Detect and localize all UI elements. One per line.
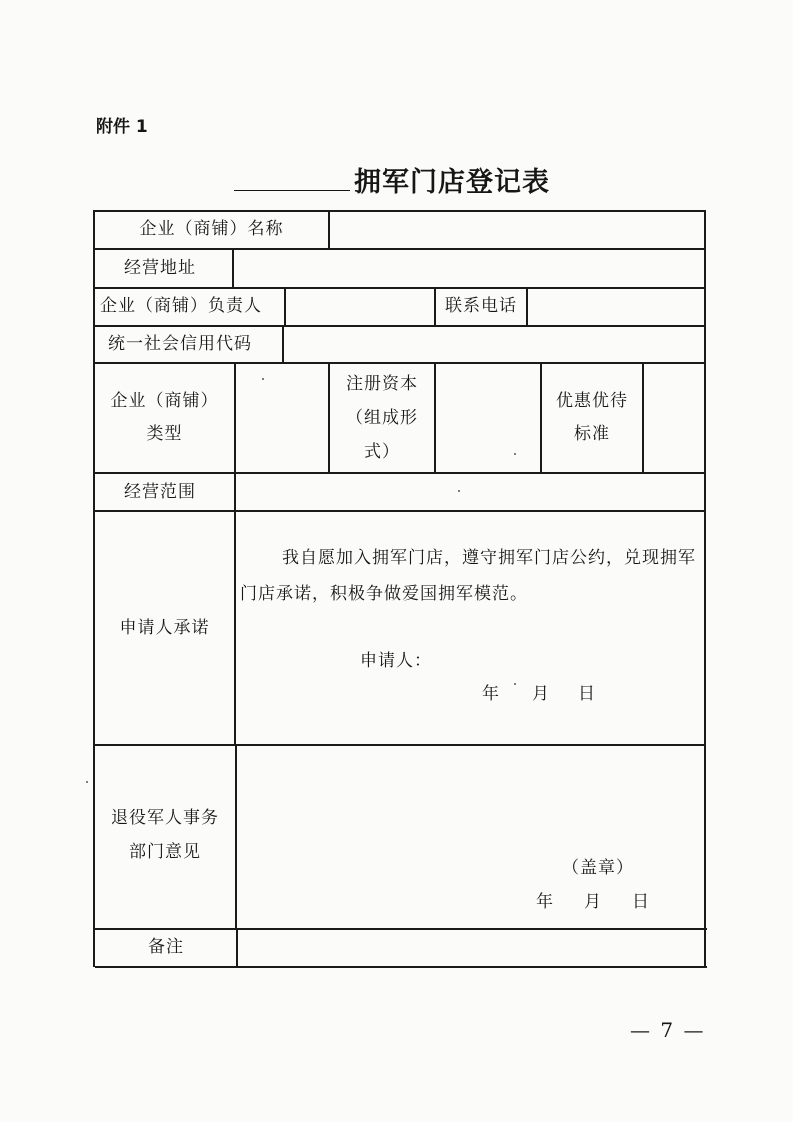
remarks-field[interactable] xyxy=(238,930,704,966)
scan-speck xyxy=(514,453,516,455)
company-name-field[interactable] xyxy=(330,212,704,248)
dept-opinion-label-2: 部门意见 xyxy=(129,842,201,862)
row-divider xyxy=(93,362,705,364)
date-year-label: 年 xyxy=(482,684,500,704)
capital-field[interactable] xyxy=(436,364,540,472)
discount-label-1: 优惠优待 xyxy=(556,391,628,411)
scan-speck xyxy=(262,378,264,380)
owner-label: 企业（商铺）负责人 xyxy=(100,296,262,316)
date-day-label: 日 xyxy=(578,684,596,704)
credit-code-label: 统一社会信用代码 xyxy=(108,334,252,354)
owner-field[interactable] xyxy=(286,289,434,325)
page-number: — 7 — xyxy=(630,1018,706,1042)
business-scope-field[interactable] xyxy=(236,474,704,510)
capital-label-2: （组成形 xyxy=(346,408,418,428)
col-divider xyxy=(234,510,236,745)
phone-field[interactable] xyxy=(528,289,704,325)
company-type-field[interactable] xyxy=(236,364,328,472)
date-month-label: 月 xyxy=(532,684,550,704)
discount-field[interactable] xyxy=(644,364,704,472)
company-type-label-1: 企业（商铺） xyxy=(110,391,219,411)
title-blank-underline[interactable] xyxy=(234,190,350,191)
table-border-bottom xyxy=(95,966,707,968)
row-divider xyxy=(93,510,705,512)
date-month-label: 月 xyxy=(584,892,602,912)
attachment-label: 附件 1 xyxy=(96,117,148,137)
credit-code-field[interactable] xyxy=(284,327,704,362)
business-scope-label: 经营范围 xyxy=(124,482,196,502)
scan-speck xyxy=(514,683,516,685)
date-day-label: 日 xyxy=(632,892,650,912)
commitment-label: 申请人承诺 xyxy=(119,618,210,638)
company-name-label: 企业（商铺）名称 xyxy=(139,219,284,239)
remarks-label: 备注 xyxy=(148,937,184,957)
company-type-label-2: 类型 xyxy=(146,424,183,444)
scan-speck xyxy=(458,490,460,492)
dept-opinion-field[interactable] xyxy=(237,746,704,846)
applicant-label: 申请人： xyxy=(360,651,432,671)
applicant-signature-field[interactable] xyxy=(428,646,628,676)
seal-label: （盖章） xyxy=(562,858,634,878)
title-row xyxy=(234,158,614,200)
dept-opinion-label-1: 退役军人事务 xyxy=(111,808,219,828)
scan-speck xyxy=(86,781,88,783)
address-label: 经营地址 xyxy=(124,258,196,278)
address-field[interactable] xyxy=(234,250,704,287)
capital-label-1: 注册资本 xyxy=(346,374,418,394)
capital-label-3: 式） xyxy=(364,442,400,462)
date-year-label: 年 xyxy=(536,892,554,912)
discount-label-2: 标准 xyxy=(574,424,610,444)
commitment-text: 我自愿加入拥军门店，遵守拥军门店公约，兑现拥军门店承诺，积极争做爱国拥军模范。 xyxy=(240,548,696,604)
form-title: 拥军门店登记表 xyxy=(354,167,550,198)
table-border-right xyxy=(704,210,706,967)
phone-label: 联系电话 xyxy=(445,296,517,316)
